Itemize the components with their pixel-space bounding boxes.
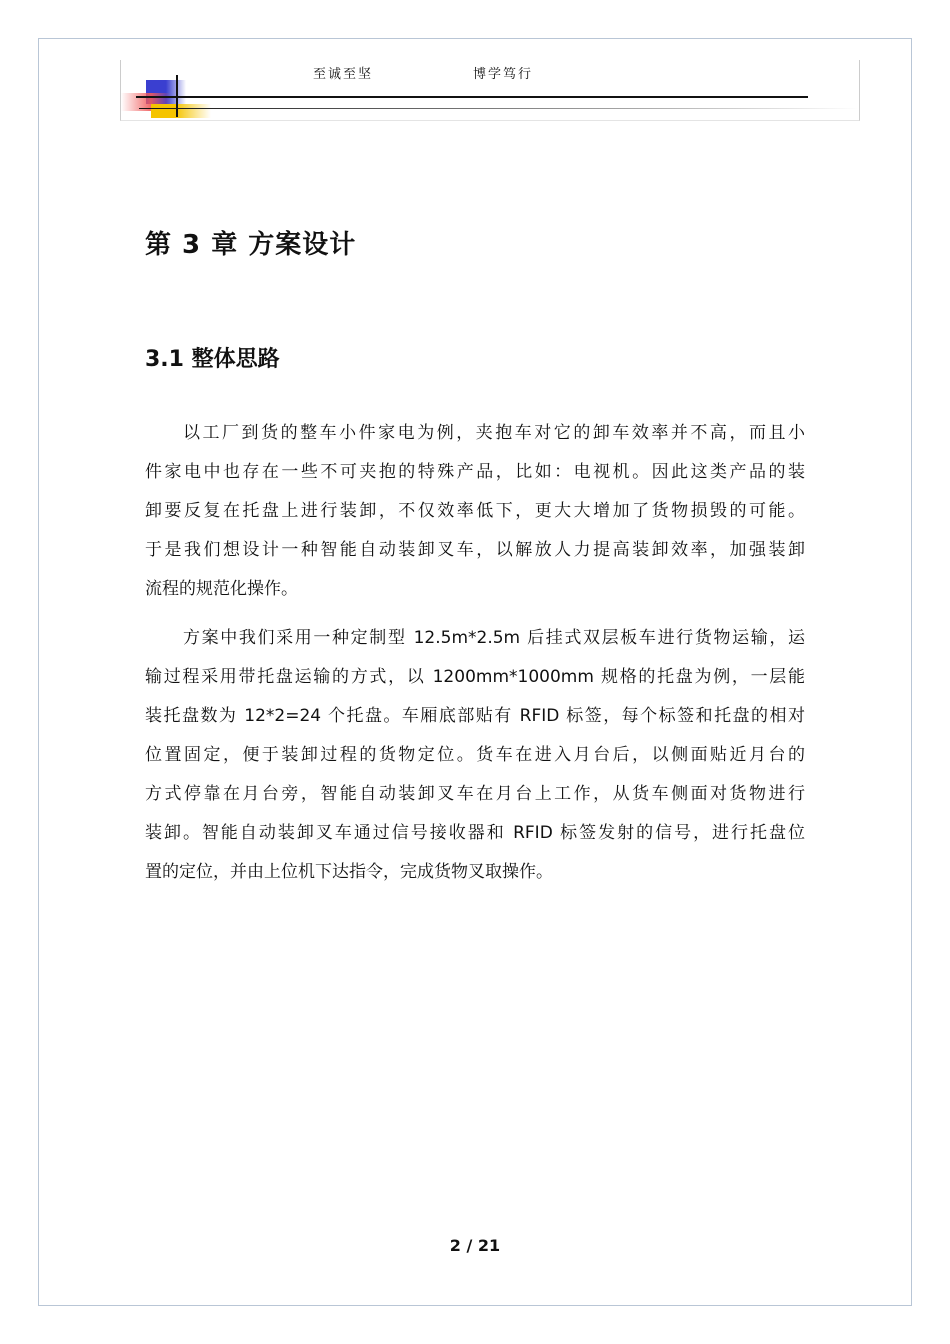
text-line: 流程的规范化操作。 bbox=[145, 579, 298, 599]
text-line: 以工厂到货的整车小件家电为例，夹抱车对它的卸车效率并不高，而且小 bbox=[183, 423, 805, 443]
chapter-title: 第 3 章 方案设计 bbox=[145, 230, 357, 260]
header-rule-faded bbox=[139, 108, 859, 109]
text-line: 方案中我们采用一种定制型 12.5m*2.5m 后挂式双层板车进行货物运输，运 bbox=[183, 628, 805, 648]
text-line: 装托盘数为 12*2=24 个托盘。车厢底部贴有 RFID 标签，每个标签和托盘的相对 bbox=[145, 706, 805, 726]
header-rule bbox=[136, 96, 808, 98]
page-header bbox=[120, 60, 860, 121]
text-line: 于是我们想设计一种智能自动装卸叉车，以解放人力提高装卸效率，加强装卸 bbox=[145, 540, 805, 560]
text-line: 输过程采用带托盘运输的方式，以 1200mm*1000mm 规格的托盘为例，一层能 bbox=[145, 667, 805, 687]
text-line: 卸要反复在托盘上进行装卸，不仅效率低下，更大大增加了货物损毁的可能。 bbox=[145, 501, 805, 521]
text-line: 置的定位，并由上位机下达指令，完成货物叉取操作。 bbox=[145, 862, 553, 882]
page-number: 2 / 21 bbox=[449, 1236, 501, 1255]
text-line: 件家电中也存在一些不可夹抱的特殊产品，比如：电视机。因此这类产品的装 bbox=[145, 462, 805, 482]
logo-yellow-square bbox=[151, 104, 211, 118]
section-title: 3.1 整体思路 bbox=[145, 347, 280, 372]
header-motto-right: 博学笃行 bbox=[473, 67, 534, 82]
header-motto-left: 至诚至坚 bbox=[313, 67, 374, 82]
text-line: 装卸。智能自动装卸叉车通过信号接收器和 RFID 标签发射的信号，进行托盘位 bbox=[145, 823, 805, 843]
paragraph-2 bbox=[145, 619, 805, 892]
paragraph-1 bbox=[145, 414, 805, 609]
text-line: 位置固定，便于装卸过程的货物定位。货车在进入月台后，以侧面贴近月台的 bbox=[145, 745, 805, 765]
text-line: 方式停靠在月台旁，智能自动装卸叉车在月台上工作，从货车侧面对货物进行 bbox=[145, 784, 805, 804]
